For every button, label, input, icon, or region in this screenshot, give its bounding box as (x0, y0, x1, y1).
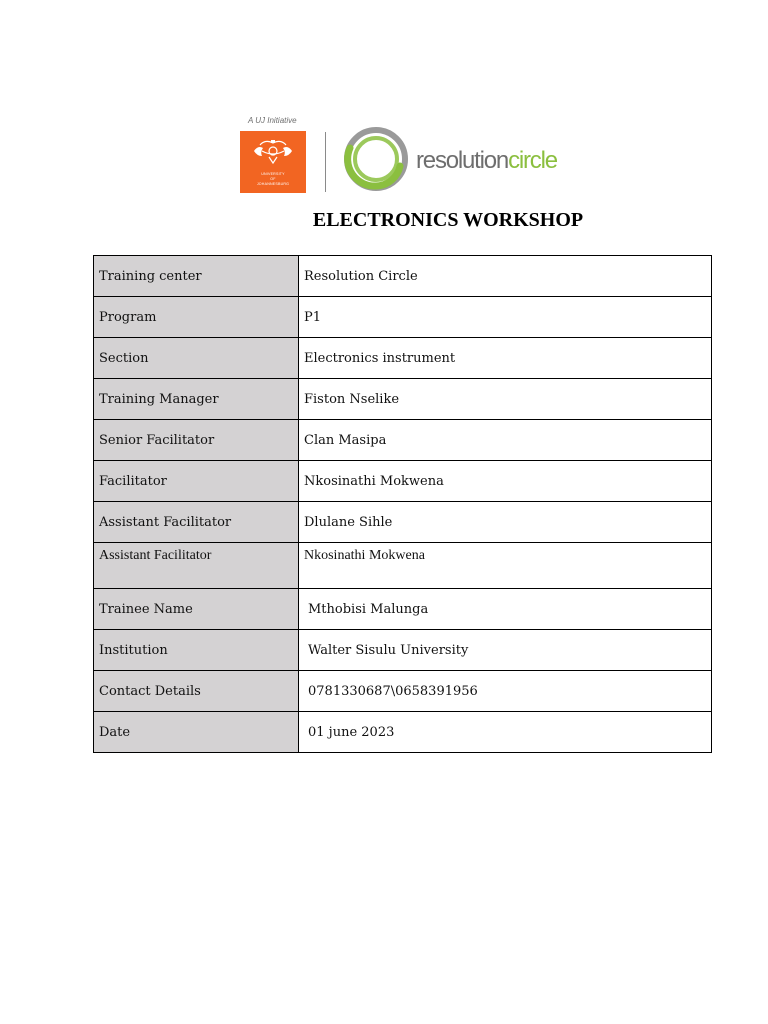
row-label: Date (94, 712, 299, 753)
table-row (94, 502, 712, 543)
table-row (94, 256, 712, 297)
table-row (94, 461, 712, 502)
row-value: Clan Masipa (299, 420, 712, 461)
logo-banner (238, 114, 568, 200)
wordmark-part-2: circle (508, 147, 557, 174)
table-row (94, 338, 712, 379)
row-value: Fiston Nselike (299, 379, 712, 420)
row-value: P1 (299, 297, 712, 338)
resolution-circle-wordmark (416, 147, 557, 175)
row-label: Assistant Facilitator (94, 502, 299, 543)
table-row (94, 712, 712, 753)
table-row (94, 379, 712, 420)
workshop-info-table (93, 255, 712, 753)
uj-text-line-3: JOHANNESBURG (256, 182, 290, 186)
row-label: Section (94, 338, 299, 379)
table-row (94, 420, 712, 461)
row-value: Walter Sisulu University (299, 630, 712, 671)
uj-text-line-2: OF (270, 177, 276, 181)
logo-divider (325, 132, 326, 192)
row-value: Electronics instrument (299, 338, 712, 379)
row-label: Training center (94, 256, 299, 297)
row-value: 0781330687\0658391956 (299, 671, 712, 712)
row-value: Nkosinathi Mokwena (299, 461, 712, 502)
row-value: 01 june 2023 (299, 712, 712, 753)
row-value: Mthobisi Malunga (299, 589, 712, 630)
row-label: Trainee Name (94, 589, 299, 630)
uj-logo (240, 131, 306, 193)
table-row (94, 297, 712, 338)
row-label: Program (94, 297, 299, 338)
wordmark-part-1: resolution (416, 147, 509, 174)
row-label: Senior Facilitator (94, 420, 299, 461)
row-label: Institution (94, 630, 299, 671)
row-label: Training Manager (94, 379, 299, 420)
uj-initiative-caption: A UJ Initiative (248, 116, 297, 125)
uj-text-line-1: UNIVERSITY (261, 172, 285, 176)
table-row (94, 589, 712, 630)
document-title: ELECTRONICS WORKSHOP (312, 209, 584, 231)
row-label: Facilitator (94, 461, 299, 502)
resolution-circle-ring-icon (340, 126, 412, 192)
row-label: Assistant Facilitator (94, 543, 299, 589)
row-value: Nkosinathi Mokwena (299, 543, 712, 589)
row-value: Dlulane Sihle (299, 502, 712, 543)
row-value: Resolution Circle (299, 256, 712, 297)
table-row (94, 543, 712, 589)
table-row (94, 671, 712, 712)
row-label: Contact Details (94, 671, 299, 712)
table-row (94, 630, 712, 671)
